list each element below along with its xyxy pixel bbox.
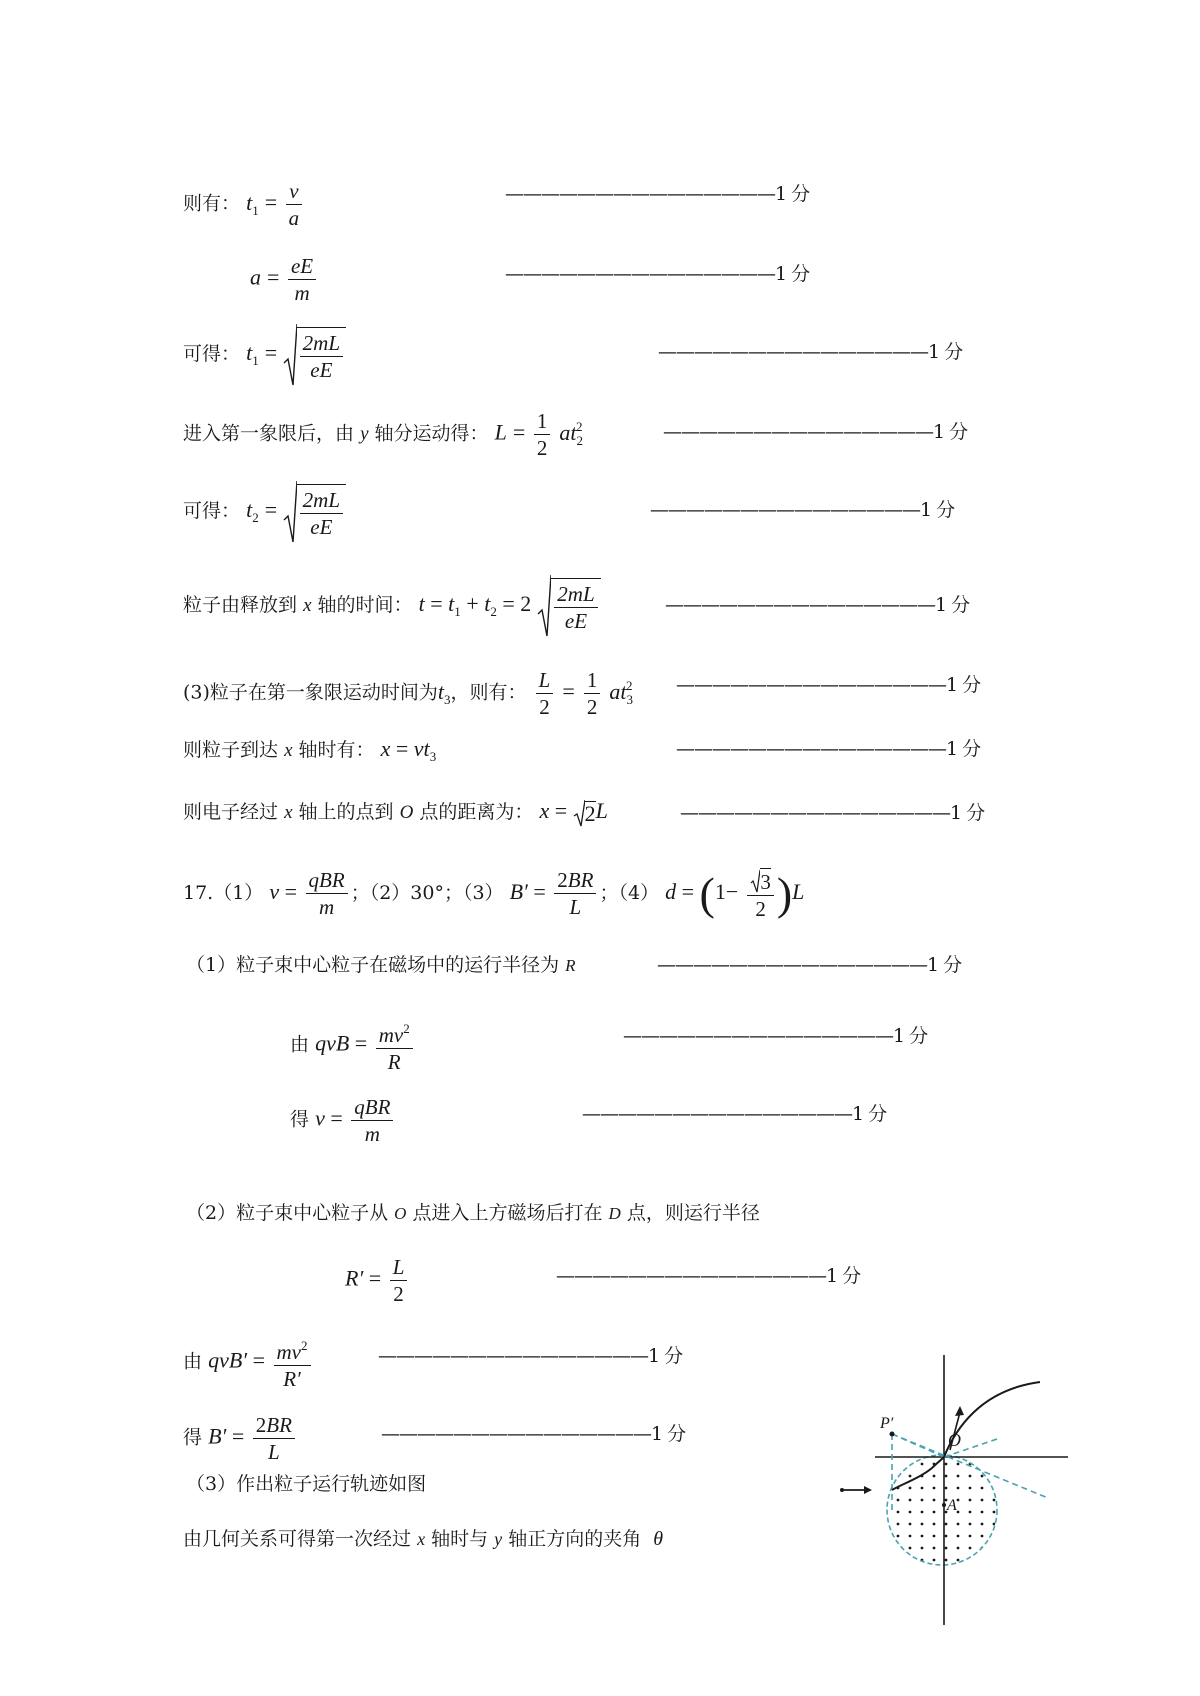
frac-2BR-over-L: $\frac{2BR}{L}$	[253, 1412, 295, 1465]
eq-x-sqrt2L: x	[539, 798, 550, 823]
line-prefix: 则粒子到达	[183, 739, 279, 761]
eq-x-vt3-line: 则粒子到达 x 轴时有： $x = vt_3$	[183, 736, 437, 764]
part1-intro-text: （1）粒子束中心粒子在磁场中的运行半径为	[186, 954, 560, 976]
q17-answers: 17.（1） v = $\frac{\text{qBR}}{m}$ ；（2）30°；（3） B′ = $\frac{2BR}{L}$ ；（4） d = (1− $\frac{3}{2}$ )L	[183, 867, 805, 921]
frac-qBR-over-m: $\frac{\text{qBR}}{m}$	[351, 1094, 393, 1147]
geo-c: 轴正方向的夹角	[508, 1528, 642, 1550]
line-prefix: 进入第一象限后，由	[183, 422, 355, 445]
eq-t1-sqrt-line	[183, 323, 346, 387]
score-1: ———————————————1 分	[505, 183, 810, 205]
get-label: 得	[183, 1426, 203, 1449]
score-6: ———————————————1 分	[665, 594, 970, 616]
frac-v-over-a: $\frac{v}{a}$	[286, 178, 303, 231]
eq-sign: =	[264, 340, 283, 365]
incoming-arrowhead	[864, 1486, 872, 1494]
var-R: R	[565, 956, 576, 975]
q17-label: 17.（1）	[183, 881, 264, 904]
line-prefix: 可得：	[183, 343, 241, 365]
var-O: O	[394, 1204, 407, 1223]
eq-L-lhs: L	[494, 419, 507, 445]
part3-geometry	[183, 1527, 663, 1551]
sqrt-2mL-eE: $\frac{2mL}{eE}$	[283, 480, 346, 544]
frac-L-over-2: $\frac{L}{2}$	[536, 667, 554, 720]
q17-part4: ；（4）	[599, 881, 660, 904]
sqrt-2: 2	[573, 799, 596, 827]
var-x: x	[284, 740, 293, 761]
var-y: y	[494, 1529, 503, 1549]
eq-sign: =	[264, 497, 283, 522]
score-12: ———————————————1 分	[582, 1103, 887, 1125]
eq-Rprime-line: R′ = $\frac{L}{2}$	[345, 1254, 410, 1307]
frac-mv2-over-R: $\frac{mv^2}{R}$	[376, 1016, 413, 1075]
part2-intro-b: 点进入上方磁场后打在	[412, 1202, 603, 1224]
get-label: 得	[290, 1108, 310, 1131]
ans3: B′	[509, 878, 528, 904]
frac-one-half: $\frac{1}{2}$	[534, 408, 551, 461]
eq-at2-squared: $at_2^2$	[559, 418, 583, 448]
eq-qvBprime-line: 由 qvB′ = $\frac{mv^2}{R'}$	[183, 1333, 314, 1392]
eq-qvB: qvB	[315, 1030, 350, 1056]
score-4: ———————————————1 分	[663, 421, 968, 443]
line-suffix: 轴上的点到	[298, 801, 394, 823]
score-10: ———————————————1 分	[657, 954, 962, 976]
var-O: O	[399, 802, 414, 823]
eq-sign: =	[267, 264, 285, 290]
eq-t-total-line: 粒子由释放到 x 轴的时间： $t = t_1 + t_2 = 2$ $\frac{2mL}{eE}$	[183, 574, 601, 638]
line-prefix: 则有：	[183, 192, 241, 215]
var-theta: θ	[653, 1528, 664, 1550]
trajectory-figure	[820, 1350, 1080, 1634]
eq-Bprime-line: 得 B′ = $\frac{2BR}{L}$	[183, 1412, 298, 1465]
line-prefix: 粒子由释放到	[183, 594, 298, 616]
score-3: ———————————————1 分	[658, 341, 963, 363]
line-prefix: (3)粒子在第一象限运动时间为	[183, 681, 438, 704]
q17-part2: ；（2）30°	[350, 881, 444, 904]
ans1: v	[269, 878, 280, 904]
part2-intro-a: （2）粒子束中心粒子从	[186, 1202, 389, 1224]
geo-a: 由几何关系可得第一次经过	[183, 1528, 412, 1550]
eq-L-half-line	[183, 667, 632, 720]
frac-one-half: $\frac{1}{2}$	[584, 667, 601, 720]
by-label: 由	[290, 1033, 310, 1056]
eq-sign: =	[264, 189, 283, 215]
eq-a-line	[250, 253, 319, 306]
field-region	[887, 1455, 997, 1565]
eq-v: v	[315, 1105, 325, 1131]
eq-t1-lhs: $t_1$	[246, 340, 259, 368]
incoming-tail-dot	[840, 1488, 844, 1492]
part2-intro-c: 点，则运行半径	[626, 1202, 760, 1224]
eq-at3-squared: $at_3^2$	[609, 677, 633, 707]
line-prefix: 可得：	[183, 500, 241, 522]
frac-2BR-over-L: $\frac{2BR}{L}$	[554, 867, 596, 920]
frac-mv2-over-Rprime: $\frac{mv^2}{R'}$	[274, 1333, 311, 1392]
score-11: ———————————————1 分	[623, 1025, 928, 1047]
line-prefix: 则电子经过	[183, 801, 279, 823]
line-suffix-2: 点的距离为：	[419, 801, 534, 823]
var-D: D	[608, 1204, 621, 1223]
eq-a-lhs: a	[250, 264, 261, 290]
dashed-line-3	[892, 1434, 944, 1457]
var-x: x	[284, 802, 293, 823]
label-p: P′	[880, 1415, 894, 1432]
var-y: y	[360, 423, 369, 445]
eq-sign: =	[512, 419, 531, 445]
eq-v-line: 得 v = $\frac{\text{qBR}}{m}$	[290, 1094, 396, 1147]
eq-x-dist-line: 则电子经过 x 轴上的点到 O 点的距离为： x = 2 L	[183, 798, 608, 826]
eq-L-line	[183, 408, 583, 461]
score-2: ———————————————1 分	[505, 263, 810, 285]
eq-t1-line	[183, 178, 305, 231]
q17-part3: ；（3）	[443, 881, 504, 904]
sqrt-2mL-eE: $\frac{2mL}{eE}$	[283, 323, 346, 387]
score-14: ———————————————1 分	[378, 1345, 683, 1367]
score-5: ———————————————1 分	[650, 499, 955, 521]
point-p	[890, 1432, 895, 1437]
score-9: ———————————————1 分	[680, 802, 985, 824]
geo-b: 轴时与	[431, 1528, 489, 1550]
eq-t2-lhs: $t_2$	[246, 497, 259, 525]
eq-Bprime: B′	[208, 1423, 227, 1449]
line-suffix: 轴的时间：	[317, 594, 413, 616]
frac-qBR-over-m: $\frac{\text{qBR}}{m}$	[306, 867, 348, 920]
line-suffix: 轴时有：	[298, 739, 375, 761]
part1-intro	[186, 953, 576, 978]
eq-t1-lhs: $t_1$	[246, 189, 259, 218]
paren-right: )	[776, 867, 793, 919]
part2-intro	[186, 1201, 760, 1226]
part3-intro: （3）作出粒子运行轨迹如图	[186, 1473, 427, 1495]
eq-qvB-line: 由 qvB = $\frac{mv^2}{R}$	[290, 1016, 416, 1075]
frac-eE-over-m: $\frac{eE}{m}$	[288, 253, 316, 306]
label-a: A	[947, 1497, 957, 1514]
eq-t2-sqrt-line	[183, 480, 346, 544]
var-x: x	[417, 1529, 426, 1549]
score-15: ———————————————1 分	[381, 1423, 686, 1445]
score-8: ———————————————1 分	[676, 738, 981, 760]
line-suffix: ，则有：	[450, 681, 527, 704]
eq-x-vt3: x	[380, 736, 391, 761]
eq-t-total: t	[418, 591, 425, 616]
eq-sign: =	[562, 678, 575, 704]
by-label: 由	[183, 1350, 203, 1373]
ans4: d	[665, 878, 677, 904]
trajectory-diagram	[820, 1350, 1080, 1630]
sqrt-2mL-eE: $\frac{2mL}{eE}$	[537, 574, 600, 638]
frac-sqrt3-over-2: $\frac{3}{2}$	[747, 866, 774, 922]
paren-left: (	[699, 867, 715, 919]
frac-L-over-2: $\frac{L}{2}$	[390, 1254, 408, 1307]
velocity-arrowhead	[955, 1406, 964, 1416]
score-7: ———————————————1 分	[676, 674, 981, 696]
score-13: ———————————————1 分	[556, 1265, 861, 1287]
eq-qvBprime: qvB′	[208, 1347, 248, 1373]
eq-t3: $t_3$	[437, 678, 451, 707]
var-x: x	[303, 595, 312, 616]
label-o: O	[948, 1430, 961, 1450]
eq-Rprime: R′	[345, 1265, 364, 1291]
line-suffix: 轴分运动得：	[374, 422, 489, 445]
point-a	[942, 1503, 946, 1507]
